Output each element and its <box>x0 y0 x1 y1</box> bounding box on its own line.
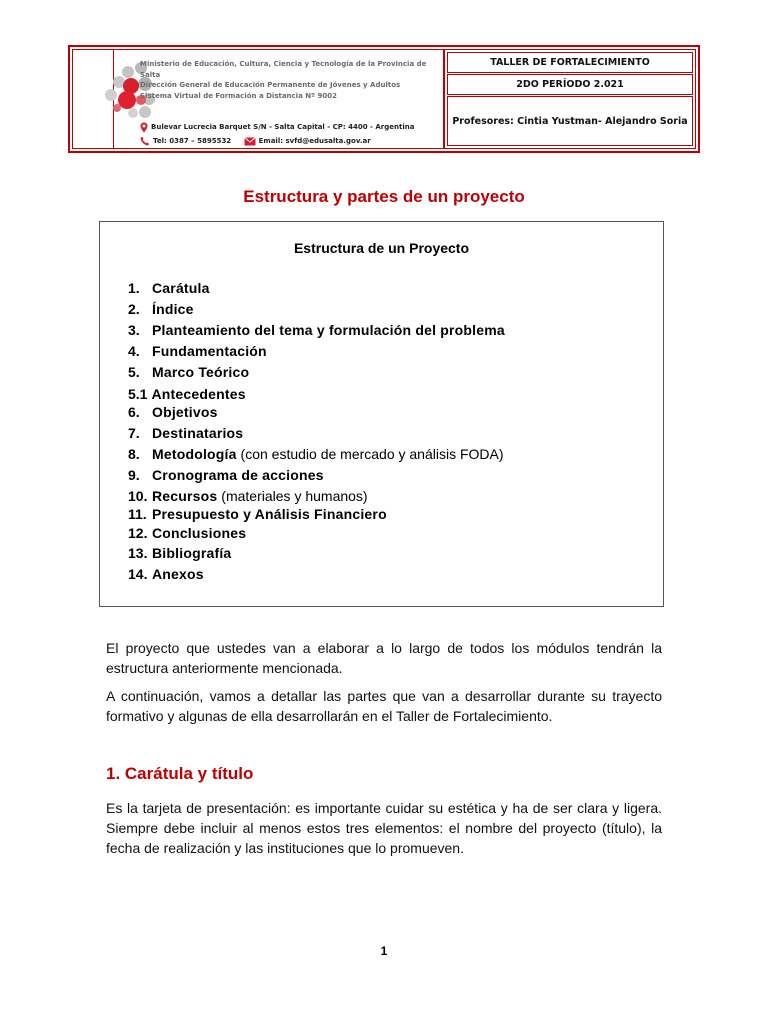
email-text: Email: svfd@edusalta.gov.ar <box>258 137 371 145</box>
list-item: 7. Destinatarios <box>128 425 244 441</box>
list-item: 11. Presupuesto y Análisis Financiero <box>128 506 387 522</box>
workshop-name: TALLER DE FORTALECIMIENTO <box>447 52 693 73</box>
location-pin-icon <box>140 122 148 133</box>
teachers-label: Profesores: Cintia Yustman- Alejandro Soria <box>447 96 693 146</box>
section-heading: 1. Carátula y título <box>106 764 254 783</box>
list-item: 3. Planteamiento del tema y formulación del problema <box>128 322 505 338</box>
contact-info <box>140 120 440 148</box>
system-line: Sistema Virtual de Formación a Distancia Nº 9002 <box>140 91 337 100</box>
document-title: Estructura y partes de un proyecto <box>243 187 525 206</box>
direction-line: Dirección General de Educación Permanente de Jóvenes y Adultos <box>140 81 401 89</box>
list-item: 14. Anexos <box>128 566 204 582</box>
phone-text: Tel: 0387 – 5895532 <box>153 137 232 145</box>
list-item: 5.1 Antecedentes <box>128 386 246 402</box>
page-number: 1 <box>380 944 388 958</box>
phone-icon <box>140 136 150 146</box>
list-item: 13. Bibliografía <box>128 545 232 561</box>
document-header <box>68 45 700 153</box>
list-item: 9. Cronograma de acciones <box>128 467 324 483</box>
list-item: 1. Carátula <box>128 280 210 296</box>
institution-info <box>140 59 440 101</box>
course-info-cell <box>445 50 695 148</box>
list-item: 6. Objetivos <box>128 404 218 420</box>
header-frame <box>72 49 696 149</box>
phone-email-line <box>140 134 440 148</box>
address-line <box>140 120 440 134</box>
list-item: 8. Metodología (con estudio de mercado y análisis FODA) <box>128 446 504 462</box>
period-label: 2DO PERÍODO 2.021 <box>447 74 693 95</box>
mail-icon <box>244 137 256 146</box>
ministry-line: Ministerio de Educación, Cultura, Ciencia y Tecnología de la Provincia de Salta <box>140 60 427 79</box>
continuation-paragraph: A continuación, vamos a detallar las partes que van a desarrollar durante su trayecto formativo y algunas de ella desarrollarán en el Taller de Fortalecimiento. <box>106 688 662 724</box>
project-structure-box <box>99 221 664 607</box>
list-item: 5. Marco Teórico <box>128 364 250 380</box>
structure-box-title: Estructura de un Proyecto <box>293 240 470 256</box>
list-item: 2. Índice <box>128 301 194 317</box>
list-item: 12. Conclusiones <box>128 525 247 541</box>
institution-info-cell <box>113 50 445 148</box>
list-item: 4. Fundamentación <box>128 343 267 359</box>
list-item: 10. Recursos (materiales y humanos) <box>128 488 368 504</box>
intro-paragraph: El proyecto que ustedes van a elaborar a lo largo de todos los módulos tendrán la estructura anteriormente mencionada. <box>106 640 662 676</box>
address-text: Bulevar Lucrecia Barquet S/N - Salta Capital - CP: 4400 - Argentina <box>151 123 415 131</box>
caratula-paragraph: Es la tarjeta de presentación: es importante cuidar su estética y ha de ser clara y ligera. Siempre debe incluir al menos estos tres elementos: el nombre del proyecto (título), la fecha de realización y las instituciones que lo promueven. <box>106 800 662 856</box>
